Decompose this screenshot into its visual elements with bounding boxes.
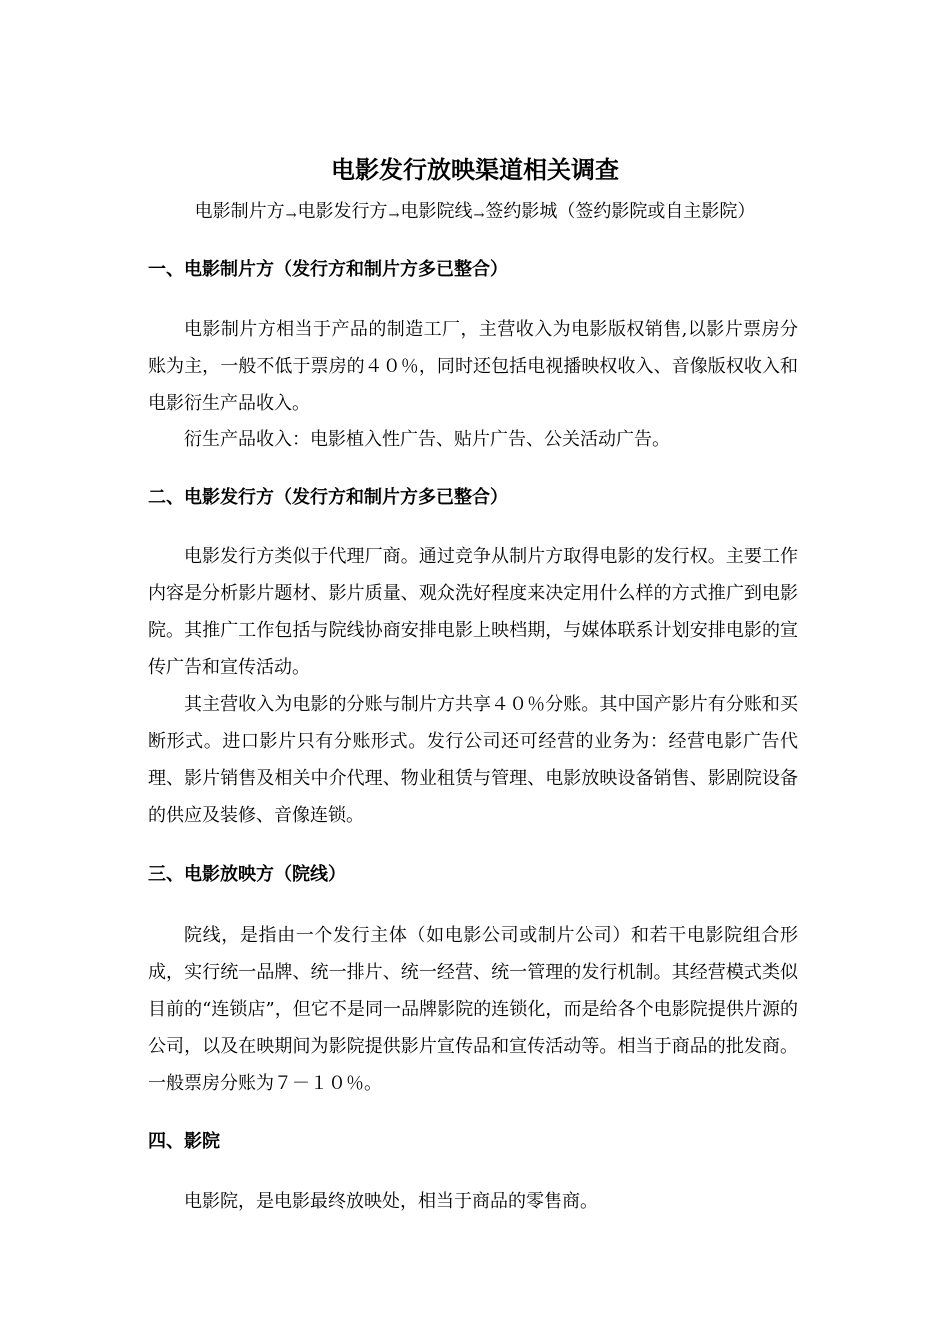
arrow-right-icon: → <box>285 208 297 223</box>
arrow-right-icon: → <box>388 208 400 223</box>
flow-item-producer: 电影制片方 <box>194 201 285 222</box>
paragraph-distributor-role: 电影发行方类似于代理厂商。通过竞争从制片方取得电影的发行权。主要工作内容是分析影片题材、影片质量、观众洗好程度来决定用什么样的方式推广到电影院。其推广工作包括与院线协商安排电影上映档期，与媒体联系计划安排电影的宣传广告和宣传活动。 <box>148 546 798 678</box>
arrow-right-icon: → <box>473 208 485 223</box>
flow-item-distributor: 电影发行方 <box>297 201 388 222</box>
paragraph-cinema-chain: 院线，是指由一个发行主体（如电影公司或制片公司）和若干电影院组合形成，实行统一品牌、统一排片、统一经营、统一管理的发行机制。其经营模式类似目前的“连锁店”，但它不是同一品牌影院的连锁化，而是给各个电影院提供片源的公司，以及在映期间为影院提供影片宣传品和宣传活动等。相当于商品的批发商。一般票房分账为７－１０％。 <box>148 925 798 1094</box>
paragraph-cinema: 电影院，是电影最终放映处，相当于商品的零售商。 <box>184 1191 598 1212</box>
flow-item-contracted-cinema: 签约影城（签约影院或自主影院） <box>485 201 756 222</box>
paragraph-producer-revenue: 电影制片方相当于产品的制造工厂，主营收入为电影版权销售,以影片票房分账为主，一般不低于票房的４０％，同时还包括电视播映权收入、音像版权收入和电影衍生产品收入。 <box>148 319 798 414</box>
section-heading-cinema: 四、影院 <box>148 1131 220 1152</box>
document-title: 电影发行放映渠道相关调查 <box>331 155 619 184</box>
flow-item-cinema-chain: 电影院线 <box>400 201 473 222</box>
section-heading-producer: 一、电影制片方（发行方和制片方多已整合） <box>148 259 508 280</box>
distribution-flow <box>0 198 950 230</box>
paragraph-derivative-revenue: 衍生产品收入：电影植入性广告、贴片广告、公关活动广告。 <box>184 429 670 450</box>
section-heading-cinema-chain: 三、电影放映方（院线） <box>148 864 346 885</box>
section-heading-distributor: 二、电影发行方（发行方和制片方多已整合） <box>148 487 508 508</box>
paragraph-distributor-revenue: 其主营收入为电影的分账与制片方共享４０％分账。其中国产影片有分账和买断形式。进口影片只有分账形式。发行公司还可经营的业务为：经营电影广告代理、影片销售及相关中介代理、物业租赁与管理、电影放映设备销售、影剧院设备的供应及装修、音像连锁。 <box>148 694 798 826</box>
